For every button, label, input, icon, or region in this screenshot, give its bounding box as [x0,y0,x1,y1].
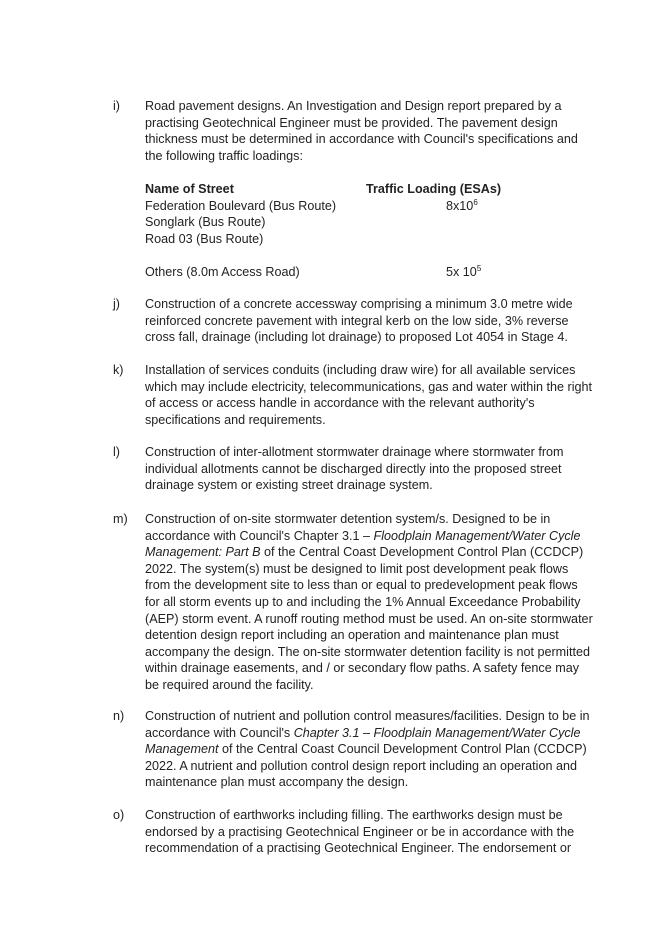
table-row [145,198,595,215]
table-row [145,264,595,281]
item-text: Construction of earthworks including filling. The earthworks design must be endorsed by a practising Geotechnical Engineer or be in accordance with the recommendation of a practising Geotechnical Engineer. The endorsement or [145,808,575,856]
item-marker: k) [113,363,124,377]
header-street: Name of Street [145,182,234,196]
item-text: Road pavement designs. An Investigation and Design report prepared by a practising Geotechnical Engineer must be provided. The pavement design thickness must be determined in accordance with Council's specifications and the following traffic loadings: [145,99,578,163]
table-header-row [145,181,595,198]
item-marker: j) [113,297,120,311]
item-text: Installation of services conduits (including draw wire) for all available services which may include electricity, telecommunications, gas and water within the right of access or access handle in accordance with the relevant authority's specifications and requirements. [145,363,593,427]
loading-value: 5x $10^5$ [446,263,482,279]
item-marker: m) [113,512,128,526]
header-loading: Traffic Loading (ESAs) [366,182,502,196]
item-marker: i) [113,99,120,113]
item-text: Construction of inter-allotment stormwater drainage where stormwater from individual allotments cannot be discharged directly into the proposed street drainage system or existing street drainage system. [145,445,564,493]
item-text: Construction of on-site stormwater detention system/s. Designed to be in accordance with Council's Chapter 3.1 – Floodplain Management/Water Cycle Management: Part B of the Central Coast Development Control Plan (CCDCP) 2022. The system(s) must be designed to limit post development peak flows from the development site to less than or equal to predevelopment peak flows for all storm events up to and including the 1% Annual Exceedance Probability (AEP) storm event. A runoff routing method must be used. An on-site stormwater detention design report including an operation and maintenance plan must accompany the design. The on-site stormwater detention facility is not permitted within drainage easements, and / or secondary flow paths. A safety fence may be required around the facility. [145,512,593,692]
item-marker: o) [113,808,125,822]
loading-value: $8x10^6$ [446,197,478,213]
street-name: Road 03 (Bus Route) [145,231,264,246]
item-text: Construction of a concrete accessway comprising a minimum 3.0 metre wide reinforced concrete pavement with integral kerb on the low side, 3% reverse cross fall, drainage (including lot drainage) to proposed Lot 4054 in Stage 4. [145,297,573,345]
item-marker: n) [113,709,125,723]
traffic-loading-table [145,181,595,281]
item-text: Construction of nutrient and pollution control measures/facilities. Design to be in accordance with Council's Chapter 3.1 – Floodplain Management/Water Cycle Management of the Central Coast Council Development Control Plan (CCDCP) 2022. A nutrient and pollution control design report including an operation and maintenance plan must accompany the design. [145,709,590,790]
street-name: Federation Boulevard (Bus Route) [145,198,337,213]
street-name: Others (8.0m Access Road) [145,264,300,279]
street-name: Songlark (Bus Route) [145,215,266,230]
table-row [145,231,595,248]
item-marker: l) [113,445,120,459]
table-row [145,214,595,231]
